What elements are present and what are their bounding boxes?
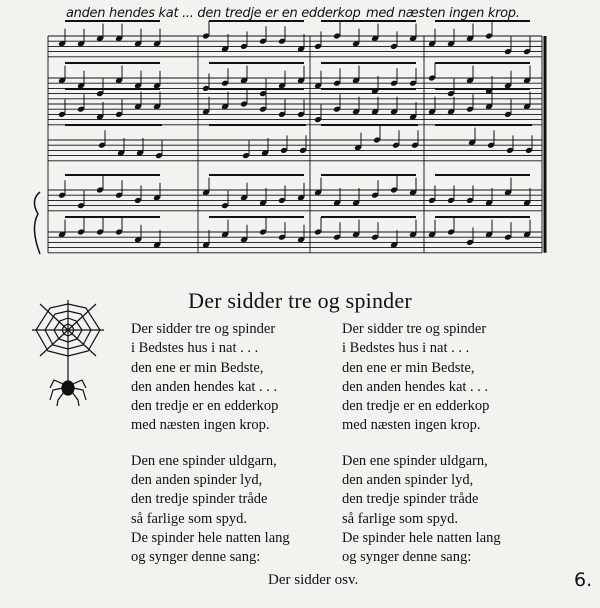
footer-text: Der sidder osv. [268,572,359,588]
verse-line: og synger denne sang: [342,549,472,566]
verse-line: i Bedstes hus i nat . . . [131,340,259,357]
spider-web-illustration [28,296,108,408]
verse-line: De spinder hele natten lang [131,529,290,546]
page-number: 6. [574,569,593,591]
verse-column-left [131,320,290,568]
verse-line: den anden spinder lyd, [342,472,474,489]
music-score [0,0,600,285]
verse-line: den anden hendes kat . . . [342,378,489,395]
verse-line: med næsten ingen krop. [342,417,481,434]
verse-line: Den ene spinder uldgarn, [342,452,488,469]
verse-line: og synger denne sang: [131,549,261,566]
score-staves [34,36,545,254]
verse-line: så farlige som spyd. [342,510,458,527]
verse-line: den tredje er en edderkop [342,398,490,415]
verse-line: den anden spinder lyd, [131,472,263,489]
verse-line: Der sidder tre og spinder [131,321,276,337]
verse-line: den tredje spinder tråde [131,491,268,508]
verse-line: Der sidder tre og spinder [342,321,487,337]
verse-line: De spinder hele natten lang [342,529,501,546]
verse-line: med næsten ingen krop. [131,417,270,434]
lyric-line-1: anden hendes kat ... den tredje er en edderkop [66,6,361,21]
verse-line: Den ene spinder uldgarn, [131,452,277,469]
score-notes [58,21,533,248]
lyric-line-2: med næsten ingen krop. [366,6,520,21]
verse-line: den anden hendes kat . . . [131,378,278,395]
verse-line: den tredje er en edderkop [131,398,279,415]
verse-line: i Bedstes hus i nat . . . [342,340,470,357]
verse-column-right [342,320,501,568]
verse-line: så farlige som spyd. [131,510,247,527]
verse-line: den ene er min Bedste, [131,359,264,376]
verse-line: den ene er min Bedste, [342,359,475,376]
verse-line: den tredje spinder tråde [342,491,479,508]
song-title: Der sidder tre og spinder [188,288,412,313]
